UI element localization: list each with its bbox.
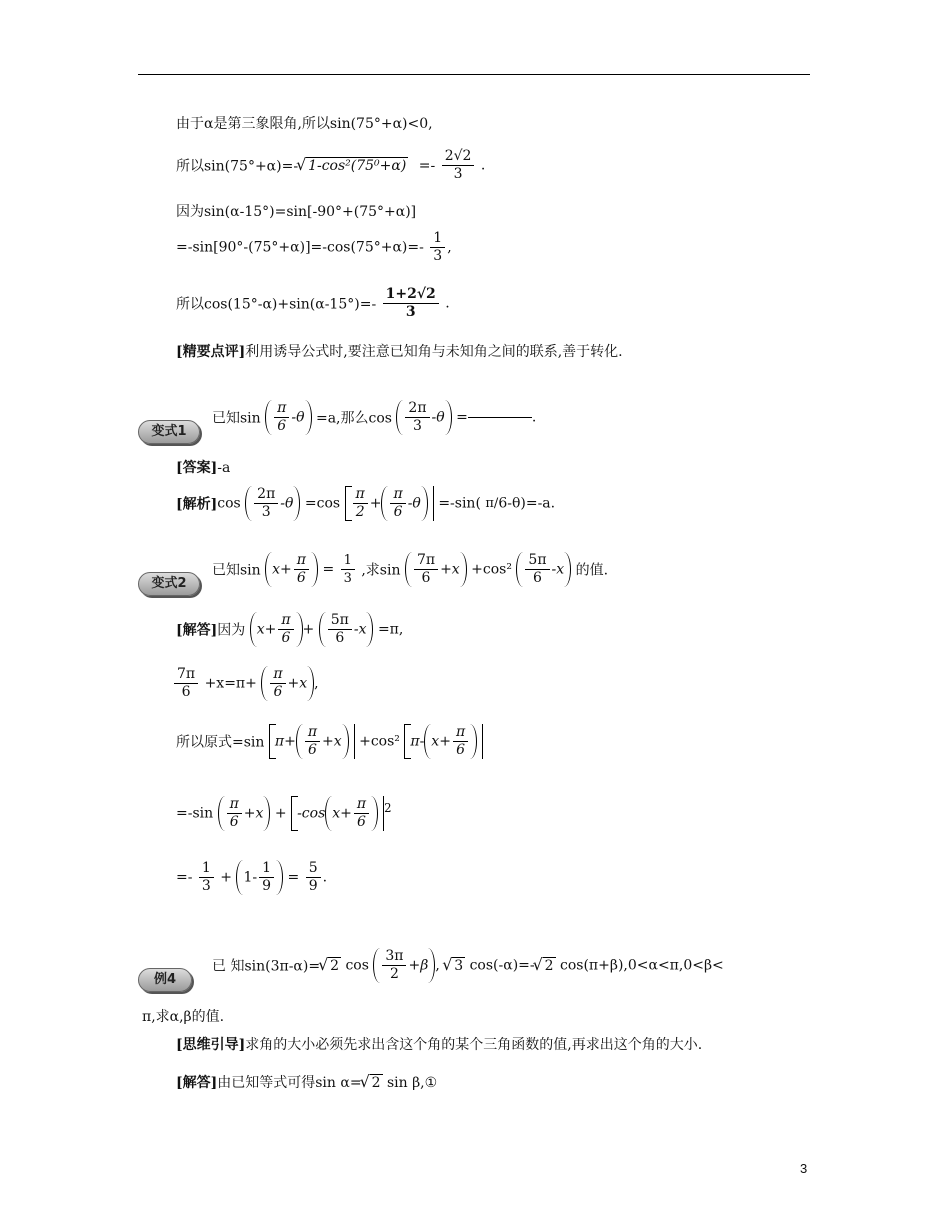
badge-variant-1: 变式1 <box>138 420 200 444</box>
variant-2-solution-1: [解答]因为 x+ $\frac{\pi}{6}$ + $\frac{5\pi}{6}$ -x =π, <box>176 612 404 646</box>
line-5: 所以cos(15°-α)+sin(α-15°)=- $\frac{1+2√2}{3}$ . <box>176 286 450 320</box>
header-rule <box>138 74 810 75</box>
variant-2-solution-5: =- $\frac{1}{3}$ + 1- $\frac{1}{9}$ = $\frac{5}{9}$ . <box>176 860 328 894</box>
example-4-question-2: π,求α,β的值. <box>142 1009 225 1025</box>
example-4-guide: [思维引导]求角的大小必须先求出含这个角的某个三角函数的值,再求出这个角的大小. <box>176 1037 703 1053</box>
badge-variant-2: 变式2 <box>138 572 200 596</box>
variant-2-solution-3: 所以原式=sin π+ $\frac{\pi}{6}$ +x +cos² π- x+ $\frac{\pi}{6}$ <box>176 724 483 759</box>
variant-1-solution: [解析]cos $\frac{2\pi}{3}$ -θ =cos $\frac{\pi}{2}$ + $\frac{\pi}{6}$ -θ =-sin( π/6-θ)=-a. <box>176 486 556 520</box>
line-4: =-sin[90°-(75°+α)]=-cos(75°+α)=- $\frac{1}{3}$ , <box>176 230 452 264</box>
variant-1-answer: [答案]-a <box>176 460 231 476</box>
line-2: 所以sin(75°+α)=-√ 1-cos²(75⁰+α) =- $\frac{2√2}{3}$ . <box>176 148 485 183</box>
example-4-solution: [解答]由已知等式可得sin α=√ 2 sin β,① <box>176 1072 437 1092</box>
line-3: 因为sin(α-15°)=sin[-90°+(75°+α)] <box>176 204 417 220</box>
example-4-question-1: 已 知sin(3π-α)=√ 2 cos $\frac{3\pi}{2}$ +β , √ 3 cos(-α)=-√ 2 cos(π+β),0<α<π,0<β< <box>212 948 724 983</box>
variant-2-question: 已知sin x+ $\frac{\pi}{6}$ = $\frac{1}{3}$ ,求sin $\frac{7\pi}{6}$ +x +cos² $\frac{5\pi}{6}$ -x 的值. <box>212 552 609 586</box>
variant-1-question: 已知sin $\frac{\pi}{6}$ -θ =a,那么cos $\frac{2\pi}{3}$ -θ = . <box>212 400 537 434</box>
tip-line: [精要点评]利用诱导公式时,要注意已知角与未知角之间的联系,善于转化. <box>176 344 623 360</box>
line-1: 由于α是第三象限角,所以sin(75°+α)<0, <box>176 116 433 132</box>
badge-example-4: 例4 <box>138 968 192 992</box>
variant-2-solution-4: =-sin $\frac{\pi}{6}$ +x + -cos x+ $\frac{\pi}{6}$ $^2$ <box>176 796 392 830</box>
page-number: 3 <box>800 1161 808 1176</box>
variant-2-solution-2: $\frac{7\pi}{6}$ +x=π+ $\frac{\pi}{6}$ +x , <box>172 666 319 701</box>
